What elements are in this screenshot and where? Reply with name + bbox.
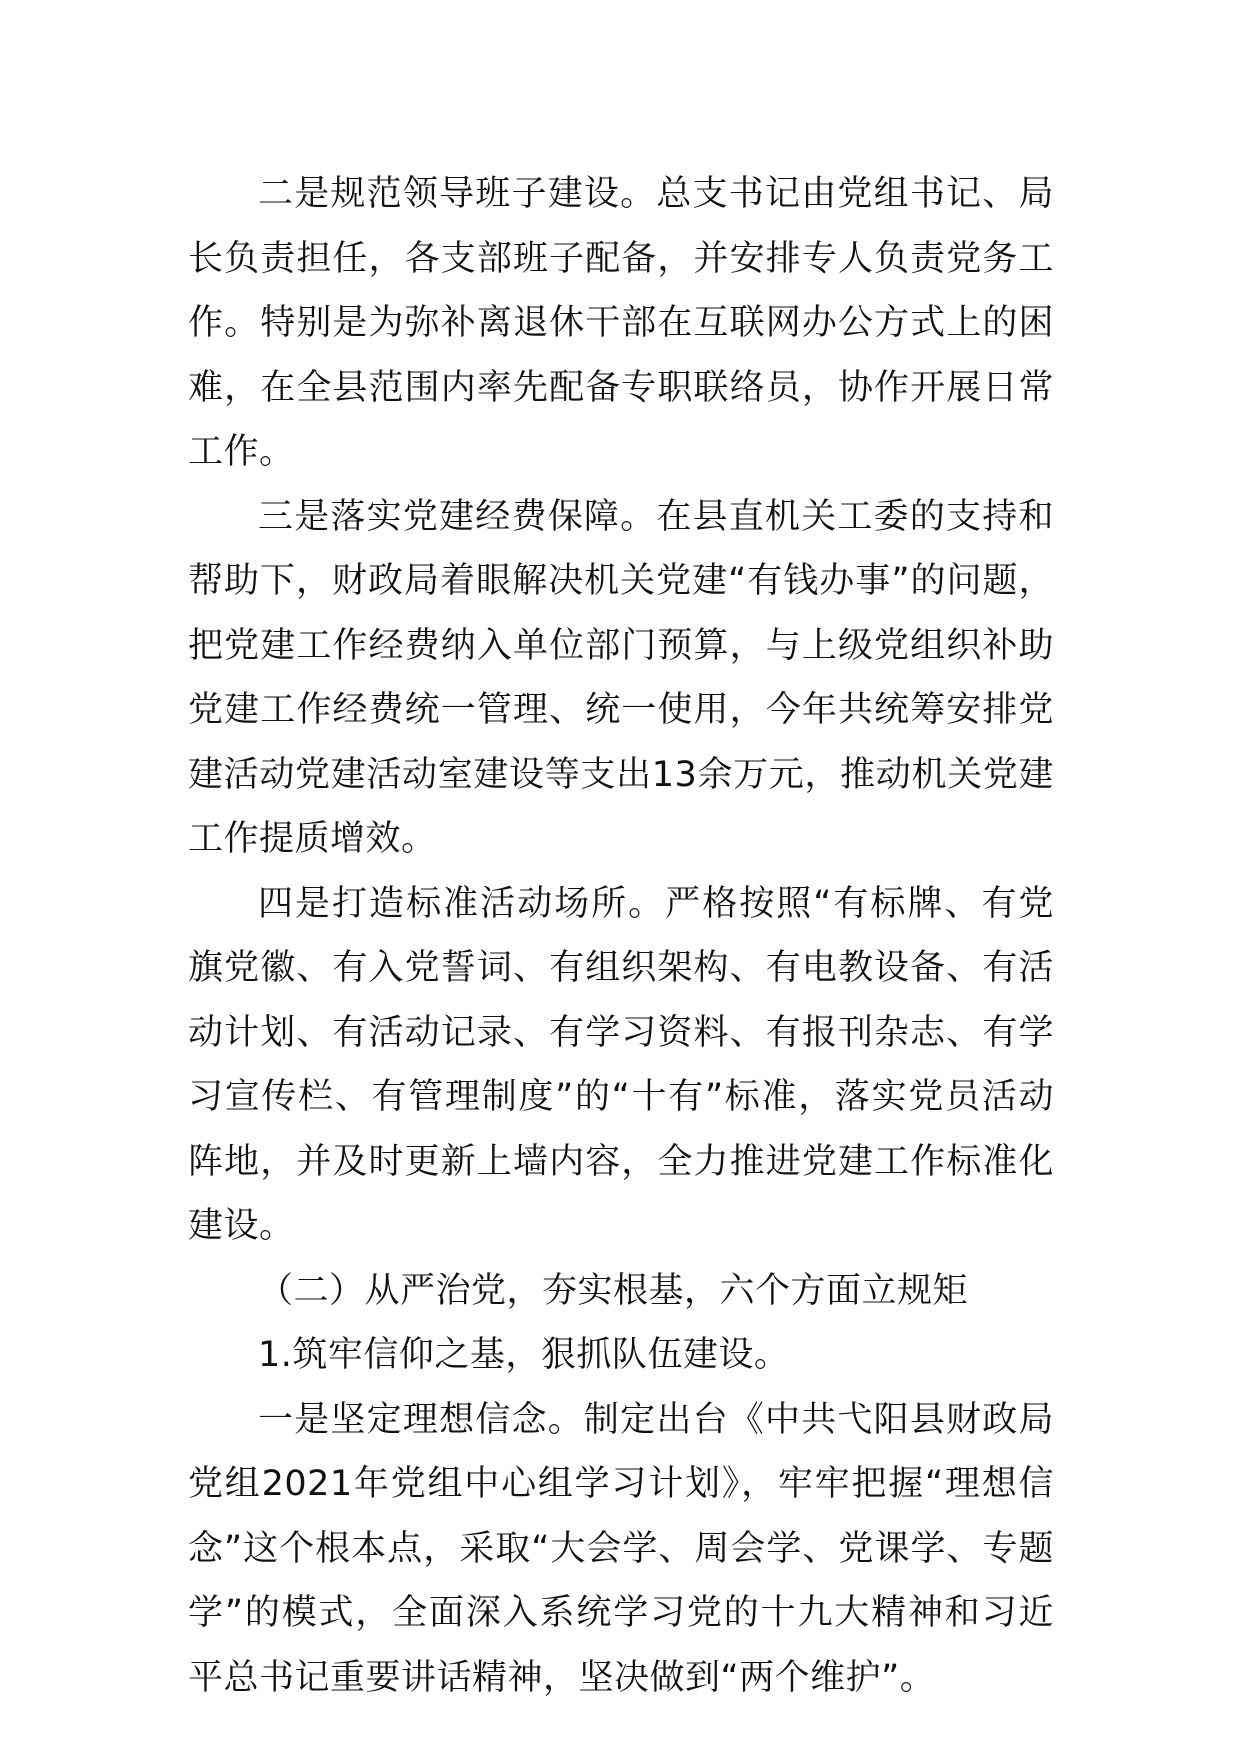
document-body [188, 162, 1054, 1710]
paragraph-leadership-team: 二是规范领导班子建设。总支书记由党组书记、局长负责担任，各支部班子配备，并安排专人负责党务工作。特别是为弥补离退休干部在互联网办公方式上的困难，在全县范围内率先配备专职联络员，协作开展日常工作。 [188, 174, 1054, 472]
paragraph-ideals-beliefs: 一是坚定理想信念。制定出台《中共弋阳县财政局党组2021年党组中心组学习计划》，牢牢把握“理想信念”这个根本点，采取“大会学、周会学、党课学、专题学”的模式，全面深入系统学习党的十九大精神和习近平总书记重要讲话精神，坚决做到“两个维护”。 [188, 1399, 1054, 1698]
subsection-heading: 1.筑牢信仰之基，狠抓队伍建设。 [258, 1335, 790, 1375]
paragraph-activity-venue: 四是打造标准活动场所。严格按照“有标牌、有党旗党徽、有入党誓词、有组织架构、有电教设备、有活动计划、有活动记录、有学习资料、有报刊杂志、有学习宣传栏、有管理制度”的“十有”标准，落实党员活动阵地，并及时更新上墙内容，全力推进党建工作标准化建设。 [188, 883, 1054, 1246]
section-heading: （二）从严治党，夯实根基，六个方面立规矩 [258, 1270, 969, 1311]
paragraph-party-funding: 三是落实党建经费保障。在县直机关工委的支持和帮助下，财政局着眼解决机关党建“有钱办事”的问题，把党建工作经费纳入单位部门预算，与上级党组织补助党建工作经费统一管理、统一使用，今年共统筹安排党建活动党建活动室建设等支出13余万元，推动机关党建工作提质增效。 [188, 496, 1054, 859]
